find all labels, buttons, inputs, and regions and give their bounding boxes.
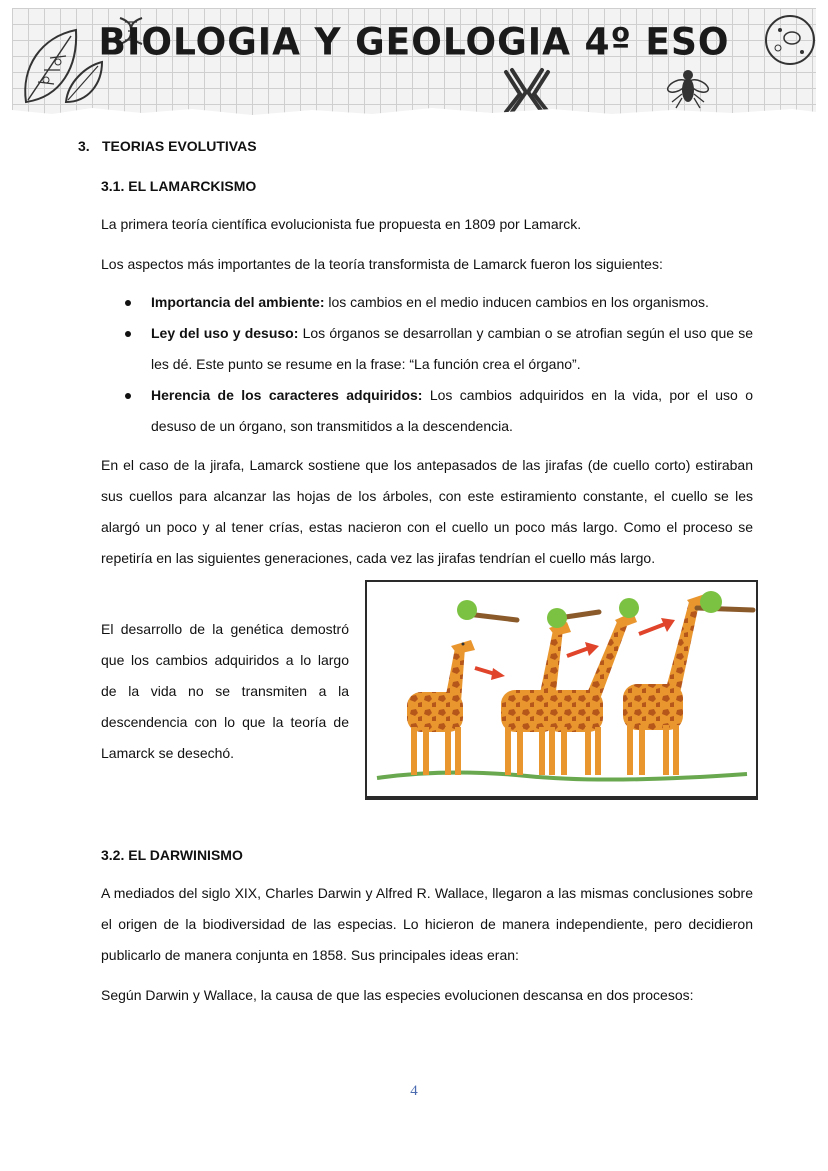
section-heading	[78, 138, 257, 154]
genetics-paragraph: El desarrollo de la genética demostró que los cambios adquiridos a lo largo de la vida no se transmiten a la descendencia con lo que la teoría de Lamarck se desechó.	[101, 621, 349, 761]
bullet-text: Los cambios adquiridos en la vida, por el uso o desuso de un órgano, son transmitidos a la descendencia.	[151, 387, 753, 434]
darwinismo-paragraph-1: A mediados del siglo XIX, Charles Darwin y Alfred R. Wallace, llegaron a las mismas conclusiones sobre el origen de la biodiversidad de las especias. Lo hicieron de manera independiente, pero decidieron publicarlo de manera conjunta en 1858. Sus principales ideas eran:	[101, 885, 753, 963]
section-number: 3.	[78, 138, 90, 154]
list-item	[125, 318, 753, 380]
header-banner	[12, 8, 816, 118]
darwinismo-heading: 3.2. EL DARWINISMO	[101, 847, 243, 863]
lamarckismo-aspects-intro: Los aspectos más importantes de la teoría transformista de Lamarck fueron los siguientes:	[101, 256, 663, 272]
giraffe-illustration	[365, 580, 758, 800]
page-number: 4	[410, 1083, 418, 1099]
bullet-icon	[125, 393, 131, 399]
bullet-text: los cambios en el medio inducen cambios en los organismos.	[324, 294, 709, 310]
bullet-term: Ley del uso y desuso:	[151, 325, 299, 341]
bullet-icon	[125, 300, 131, 306]
lamarckismo-heading: 3.1. EL LAMARCKISMO	[101, 178, 257, 194]
giraffe-evolution-image	[367, 582, 756, 796]
lamarckismo-intro: La primera teoría científica evolucionista fue propuesta en 1809 por Lamarck.	[101, 216, 582, 232]
torn-edge	[12, 104, 816, 118]
list-item	[125, 287, 753, 318]
giraffe-1	[407, 640, 475, 775]
bullet-term: Herencia de los caracteres adquiridos:	[151, 387, 423, 403]
section-title: TEORIAS EVOLUTIVAS	[102, 138, 257, 154]
bullet-icon	[125, 331, 131, 337]
bullet-text: Los órganos se desarrollan y cambian o se atrofian según el uso que se les dé. Este punto se resume en la frase: “La función crea el órgano”.	[151, 325, 753, 372]
giraffe-paragraph: En el caso de la jirafa, Lamarck sostiene que los antepasados de las jirafas (de cuello corto) estiraban sus cuellos para alcanzar las hojas de los árboles, con este estiramiento constante, el cuello se les alargó un poco y al tener crías, estas nacieron con el cuello un poco más largo. Como el proceso se repetiría en las siguientes generaciones, cada vez las jirafas tendrían el cuello más largo.	[101, 457, 753, 566]
list-item	[125, 380, 753, 442]
header-title: BIOLOGIA Y GEOLOGIA 4º ESO	[98, 20, 730, 65]
bullet-term: Importancia del ambiente:	[151, 294, 325, 310]
fly-doodle-icon	[664, 60, 712, 110]
darwinismo-paragraph-2: Según Darwin y Wallace, la causa de que las especies evolucionen descansa en dos procesos:	[101, 987, 694, 1003]
